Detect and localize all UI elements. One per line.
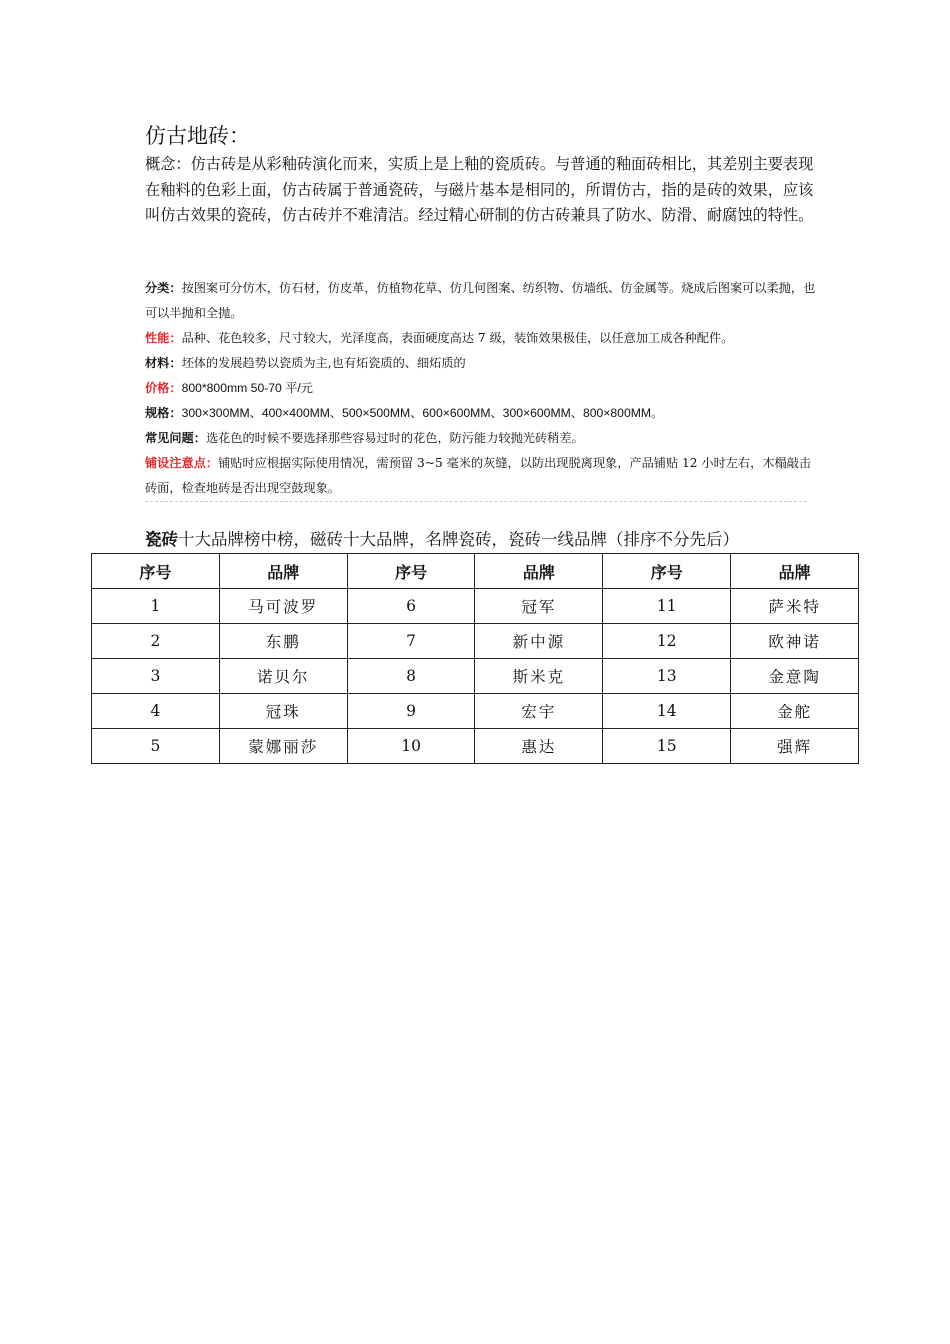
index-cell: 5 [92,729,220,764]
brand-cell: 金意陶 [731,659,859,694]
price-row [145,376,820,401]
brand-cell: 惠达 [475,729,603,764]
spec-label: 规格： [145,406,182,420]
header-brand-2: 品牌 [475,554,603,589]
price-label: 价格： [145,381,182,395]
brand-cell: 诺贝尔 [219,659,347,694]
header-brand-1: 品牌 [219,554,347,589]
index-cell: 7 [347,624,475,659]
table-title-rest: 十大品牌榜中榜，磁砖十大品牌，名牌瓷砖，瓷砖一线品牌（排序不分先后） [178,530,739,549]
brand-cell: 斯米克 [475,659,603,694]
laying-label: 铺设注意点： [145,456,219,470]
concept-paragraph [145,152,820,229]
table-row [92,694,859,729]
material-row [145,351,820,376]
brand-table [91,553,859,764]
brand-cell: 欧神诺 [731,624,859,659]
header-index-1: 序号 [92,554,220,589]
brand-cell: 冠军 [475,589,603,624]
brand-cell: 冠珠 [219,694,347,729]
index-cell: 11 [603,589,731,624]
performance-text: 品种、花色较多，尺寸较大，光泽度高，表面硬度高达 7 级，装饰效果极佳，以任意加工成各种配件。 [181,331,734,345]
index-cell: 4 [92,694,220,729]
index-cell: 9 [347,694,475,729]
classification-row [145,276,820,326]
section-heading: 仿古地砖： [145,124,250,148]
classification-label: 分类： [145,281,182,295]
index-cell: 10 [347,729,475,764]
index-cell: 1 [92,589,220,624]
index-cell: 14 [603,694,731,729]
faq-row [145,426,820,451]
concept-text: 仿古砖是从彩釉砖演化而来，实质上是上釉的瓷质砖。与普通的釉面砖相比，其差别主要表现在釉料的色彩上面，仿古砖属于普通瓷砖，与磁片基本是相同的，所谓仿古，指的是砖的效果，应该叫仿古效果的瓷砖，仿古砖并不难清洁。经过精心研制的仿古砖兼具了防水、防滑、耐腐蚀的特性。 [145,155,814,225]
details-block [145,276,820,501]
material-label: 材料： [145,356,182,370]
table-title [145,529,845,551]
table-row [92,589,859,624]
brand-cell: 东鹏 [219,624,347,659]
table-header-row [92,554,859,589]
index-cell: 8 [347,659,475,694]
table-row [92,624,859,659]
laying-text: 铺贴时应根据实际使用情况，需预留 3~5 毫米的灰缝，以防出现脱离现象，产品铺贴 12 小时左右，木榻敲击砖面，检查地砖是否出现空鼓现象。 [145,456,812,495]
table-title-bold: 瓷砖 [145,530,178,549]
price-text: 800*800mm 50-70 平/元 [181,381,313,395]
material-text: 坯体的发展趋势以瓷质为主,也有炻瓷质的、细炻质的 [181,356,466,370]
classification-text: 按图案可分仿木，仿石材，仿皮革，仿植物花草、仿几何图案、纺织物、仿墙纸、仿金属等。烧成后图案可以柔抛，也可以半抛和全抛。 [145,281,816,320]
laying-row [145,451,820,501]
index-cell: 6 [347,589,475,624]
concept-label: 概念： [145,155,191,173]
brand-cell: 新中源 [475,624,603,659]
performance-row [145,326,820,351]
brand-cell: 金舵 [731,694,859,729]
faq-label: 常见问题： [145,431,206,445]
brand-cell: 强辉 [731,729,859,764]
brand-cell: 宏宇 [475,694,603,729]
index-cell: 3 [92,659,220,694]
index-cell: 15 [603,729,731,764]
spec-row [145,401,820,426]
header-brand-3: 品牌 [731,554,859,589]
brand-cell: 萨米特 [731,589,859,624]
spec-text: 300×300MM、400×400MM、500×500MM、600×600MM、300×600MM、800×800MM。 [181,406,664,420]
table-row [92,659,859,694]
index-cell: 13 [603,659,731,694]
brand-cell: 马可波罗 [219,589,347,624]
dashed-divider [145,501,807,502]
index-cell: 2 [92,624,220,659]
index-cell: 12 [603,624,731,659]
performance-label: 性能： [145,331,182,345]
table-row [92,729,859,764]
header-index-3: 序号 [603,554,731,589]
brand-cell: 蒙娜丽莎 [219,729,347,764]
header-index-2: 序号 [347,554,475,589]
faq-text: 选花色的时候不要选择那些容易过时的花色，防污能力较抛光砖稍差。 [205,431,584,445]
